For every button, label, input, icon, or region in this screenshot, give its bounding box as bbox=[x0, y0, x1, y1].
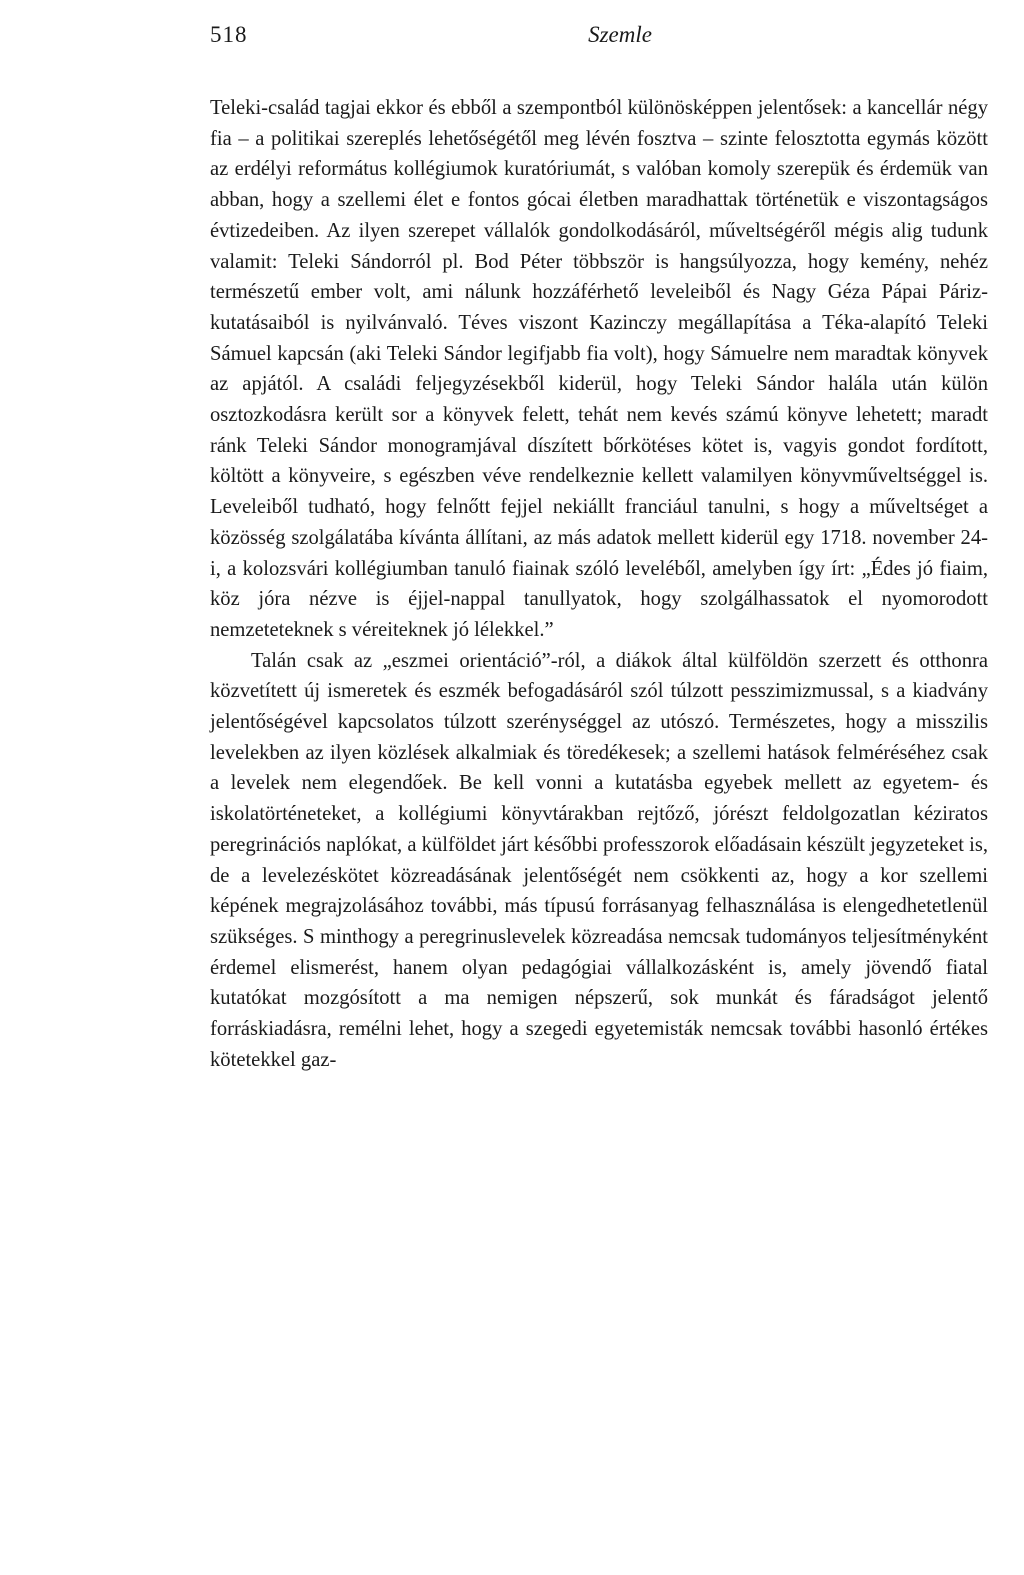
paragraph: Talán csak az „eszmei orientáció”-ról, a diákok által külföldön szerzett és otthonra közvetített új ismeretek és eszmék befogadásáról szól túlzott pesszimizmussal, s a kiadvány jelentőségével kapcsolatos túlzott szerénységgel az utószó. Természetes, hogy a misszilis levelekben az ilyen közlések alkalmiak és töredékesek; a szellemi hatások felméréséhez csak a levelek nem elegendőek. Be kell vonni a kutatásba egyebek mellett az egyetem- és iskolatörténeteket, a kollégiumi könyvtárakban rejtőző, jórészt feldolgozatlan kéziratos peregrinációs naplókat, a külföldet járt későbbi professzorok előadásain készült jegyzeteket is, de a levelezéskötet közreadásának jelentőségét nem csökkenti az, hogy a kor szellemi képének megrajzolásához további, más típusú forrásanyag felhasználása is elengedhetetlenül szükséges. S minthogy a peregrinuslevelek közreadása nemcsak tudományos teljesítményként érdemel elismerést, hanem olyan pedagógiai vállalkozásként is, amely jövendő fiatal kutatókat mozgósított a ma nemigen népszerű, sok munkát és fáradságot jelentő forráskiadásra, remélni lehet, hogy a szegedi egyetemisták nemcsak további hasonló értékes kötetekkel gaz- bbox=[210, 649, 988, 1071]
paragraph-continued: Teleki-család tagjai ekkor és ebből a szempontból különösképpen jelentősek: a kancellár négy fia – a politikai szereplés lehetőségétől meg lévén fosztva – szinte felosztotta egymás között az erdélyi református kollégiumok kuratóriumát, s valóban komoly szerepük és érdemük van abban, hogy a szellemi élet e fontos gócai életben maradhattak történetük e viszontagságos évtizedeiben. Az ilyen szerepet vállalók gondolkodásáról, műveltségéről mégis alig tudunk valamit: Teleki Sándorról pl. Bod Péter többször is hangsúlyozza, hogy kemény, nehéz természetű ember volt, ami nálunk hozzáférhető leveleiből és Nagy Géza Pápai Páriz-kutatásaiból is nyilvánvaló. Téves viszont Kazinczy megállapítása a Téka-alapító Teleki Sámuel kapcsán (aki Teleki Sándor legifjabb fia volt), hogy Sámuelre nem maradtak könyvek az apjától. A családi feljegyzésekből kiderül, hogy Teleki Sándor halála után külön osztozkodásra került sor a könyvek felett, tehát nem kevés számú könyve lehetett; maradt ránk Teleki Sándor monogramjával díszített bőrkötéses kötet is, vagyis gondot fordított, költött a könyveire, s egészben véve rendelkeznie kellett valamilyen könyvműveltséggel is. Leveleiből tudható, hogy felnőtt fejjel nekiállt franciául tanulni, s hogy a műveltséget a közösség szolgálatába kívánta állítani, az más adatok mellett kiderül egy 1718. november 24-i, a kolozsvári kollégiumban tanuló fiainak szóló leveléből, amelyben így írt: „Édes jó fiaim, köz jóra nézve is éjjel-nappal tanullyatok, hogy szolgálhassatok el nyomorodott nemzeteteknek s véreiteknek jó lélekkel.” bbox=[210, 97, 988, 641]
body-text bbox=[210, 93, 988, 1076]
page-header bbox=[210, 22, 990, 58]
page-number: 518 bbox=[210, 22, 248, 47]
running-head: Szemle bbox=[588, 22, 652, 47]
